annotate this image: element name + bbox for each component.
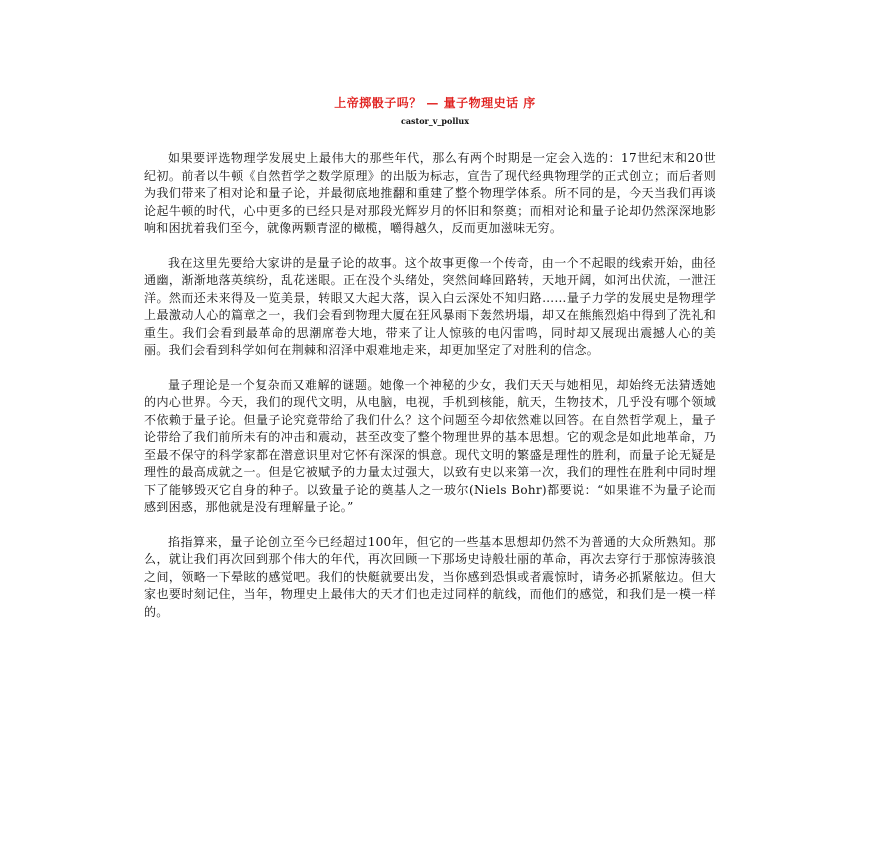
paragraph-4: 掐指算来，量子论创立至今已经超过100年，但它的一些基本思想却仍然不为普通的大众所熟知。那么，就让我们再次回到那个伟大的年代，再次回顾一下那场史诗般壮丽的革命，再次去穿行于那惊涛骇浪之间，领略一下晕眩的感觉吧。我们的快艇就要出发，当你感到恐惧或者震惊时，请务必抓紧舷边。但大家也要时刻记住，当年，物理史上最伟大的天才们也走过同样的航线，而他们的感觉，和我们是一模一样的。 [144, 534, 716, 619]
document-title: 上帝掷骰子吗？ — 量子物理史话 序 [334, 96, 536, 110]
document-body [144, 150, 716, 638]
document-author: castor_v_pollux [400, 116, 470, 126]
paragraph-1: 如果要评选物理学发展史上最伟大的那些年代，那么有两个时期是一定会入选的：17世纪末和20世纪初。前者以牛顿《自然哲学之数学原理》的出版为标志，宣告了现代经典物理学的正式创立；而后者则为我们带来了相对论和量子论，并最彻底地推翻和重建了整个物理学体系。所不同的是，今天当我们再谈论起牛顿的时代，心中更多的已经只是对那段光辉岁月的怀旧和祭奠；而相对论和量子论却仍然深深地影响和困扰着我们至今，就像两颗青涩的橄榄，嚼得越久，反而更加滋味无穷。 [144, 151, 716, 235]
paragraph-3: 量子理论是一个复杂而又难解的谜题。她像一个神秘的少女，我们天天与她相见，却始终无法猜透她的内心世界。今天，我们的现代文明，从电脑，电视，手机到核能，航天，生物技术，几乎没有哪个领域不依赖于量子论。但量子论究竟带给了我们什么？这个问题至今却依然难以回答。在自然哲学观上，量子论带给了我们前所未有的冲击和震动，甚至改变了整个物理世界的基本思想。它的观念是如此地革命，乃至最不保守的科学家都在潜意识里对它怀有深深的惧意。现代文明的繁盛是理性的胜利，而量子论无疑是理性的最高成就之一。但是它被赋予的力量太过强大，以致有史以来第一次，我们的理性在胜利中同时埋下了能够毁灭它自身的种子。以致量子论的奠基人之一玻尔(Niels Bohr)都要说：“如果谁不为量子论而感到困惑，那他就是没有理解量子论。” [144, 377, 716, 514]
paragraph-2: 我在这里先要给大家讲的是量子论的故事。这个故事更像一个传奇，由一个不起眼的线索开始，曲径通幽，渐渐地落英缤纷，乱花迷眼。正在没个头绪处，突然间峰回路转，天地开阔，如河出伏流，一泄汪洋。然而还未来得及一览美景，转眼又大起大落，误入白云深处不知归路……量子力学的发展史是物理学上最激动人心的篇章之一，我们会看到物理大厦在狂风暴雨下轰然坍塌，却又在熊熊烈焰中得到了洗礼和重生。我们会看到最革命的思潮席卷大地，带来了让人惊骇的电闪雷鸣，同时却又展现出震撼人心的美丽。我们会看到科学如何在荆棘和沼泽中艰难地走来，却更加坚定了对胜利的信念。 [144, 255, 716, 357]
